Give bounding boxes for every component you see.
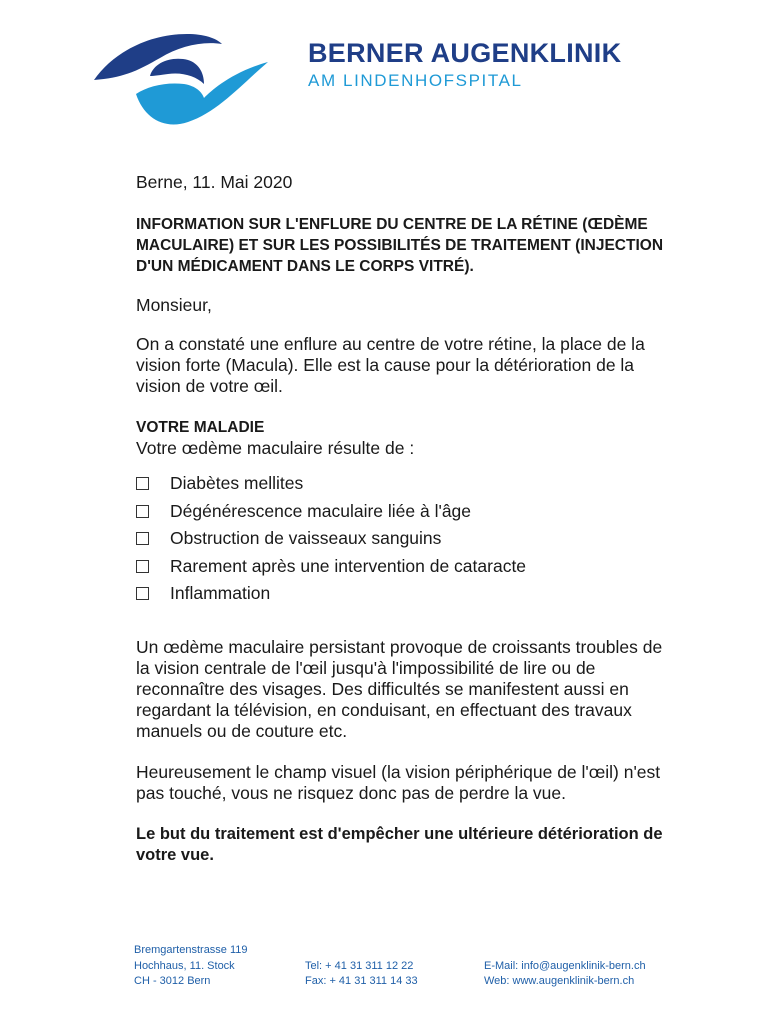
causes-checklist bbox=[136, 473, 666, 611]
letter-body bbox=[136, 172, 666, 866]
clinic-subtitle: AM LINDENHOFSPITAL bbox=[308, 71, 523, 90]
section-intro: Votre œdème maculaire résulte de : bbox=[136, 438, 415, 458]
footer-phone bbox=[305, 943, 418, 990]
cause-label: Inflammation bbox=[170, 583, 271, 603]
footer-online bbox=[484, 943, 646, 990]
treatment-goal: Le but du traitement est d'empêcher une ultérieure détérioration de votre vue. bbox=[136, 824, 663, 864]
clinic-name: BERNER AUGENKLINIK bbox=[308, 38, 622, 68]
letter-heading: INFORMATION SUR L'ENFLURE DU CENTRE DE LA RÉTINE (ŒDÈME MACULAIRE) ET SUR LES POSSIBILITÉS DE TRAITEMENT (INJECTION D'UN MÉDICAMENT DANS LE CORPS VITRÉ). bbox=[136, 216, 664, 275]
footer-address bbox=[134, 943, 248, 990]
cause-checkbox[interactable] bbox=[136, 532, 149, 545]
address-city: CH - 3012 Bern bbox=[134, 975, 211, 987]
salutation: Monsieur, bbox=[136, 295, 212, 315]
cause-checkbox[interactable] bbox=[136, 477, 149, 490]
cause-item bbox=[136, 528, 666, 556]
visual-field-paragraph: Heureusement le champ visuel (la vision périphérique de l'œil) n'est pas touché, vous ne risquez donc pas de perdre la vue. bbox=[136, 761, 661, 803]
fax-number: Fax: + 41 31 311 14 33 bbox=[305, 975, 418, 987]
cause-item bbox=[136, 501, 666, 529]
cause-label: Obstruction de vaisseaux sanguins bbox=[170, 528, 442, 548]
eye-swoosh-logo-icon bbox=[92, 32, 268, 128]
email-link[interactable]: E-Mail: info@augenklinik-bern.ch bbox=[484, 959, 646, 972]
symptoms-paragraph: Un œdème maculaire persistant provoque de croissants troubles de la vision centrale de l'œil jusqu'à l'impossibilité de lire ou de reconnaître des visages. Des difficultés se manifestent aussi en regardant la télévision, en conduisant, en effectuant des travaux manuels ou de couture etc. bbox=[136, 636, 663, 741]
website-link[interactable]: Web: www.augenklinik-bern.ch bbox=[484, 975, 635, 987]
address-building: Hochhaus, 11. Stock bbox=[134, 959, 235, 972]
cause-item bbox=[136, 583, 666, 611]
clinic-brand bbox=[308, 38, 621, 92]
section-title: VOTRE MALADIE bbox=[136, 419, 265, 436]
cause-item bbox=[136, 473, 666, 501]
cause-label: Rarement après une intervention de cataracte bbox=[170, 555, 527, 576]
cause-label: Dégénérescence maculaire liée à l'âge bbox=[170, 500, 472, 521]
cause-checkbox[interactable] bbox=[136, 560, 149, 573]
address-street: Bremgartenstrasse 119 bbox=[134, 944, 248, 956]
cause-item bbox=[136, 556, 666, 584]
cause-checkbox[interactable] bbox=[136, 587, 149, 600]
intro-paragraph: On a constaté une enflure au centre de votre rétine, la place de la vision forte (Macula). Elle est la cause pour la détérioration de la vision de votre œil. bbox=[136, 334, 645, 396]
cause-checkbox[interactable] bbox=[136, 505, 149, 518]
letter-date: Berne, 11. Mai 2020 bbox=[136, 172, 293, 192]
cause-label: Diabètes mellites bbox=[170, 473, 304, 493]
phone-number[interactable]: Tel: + 41 31 311 12 22 bbox=[305, 959, 414, 972]
